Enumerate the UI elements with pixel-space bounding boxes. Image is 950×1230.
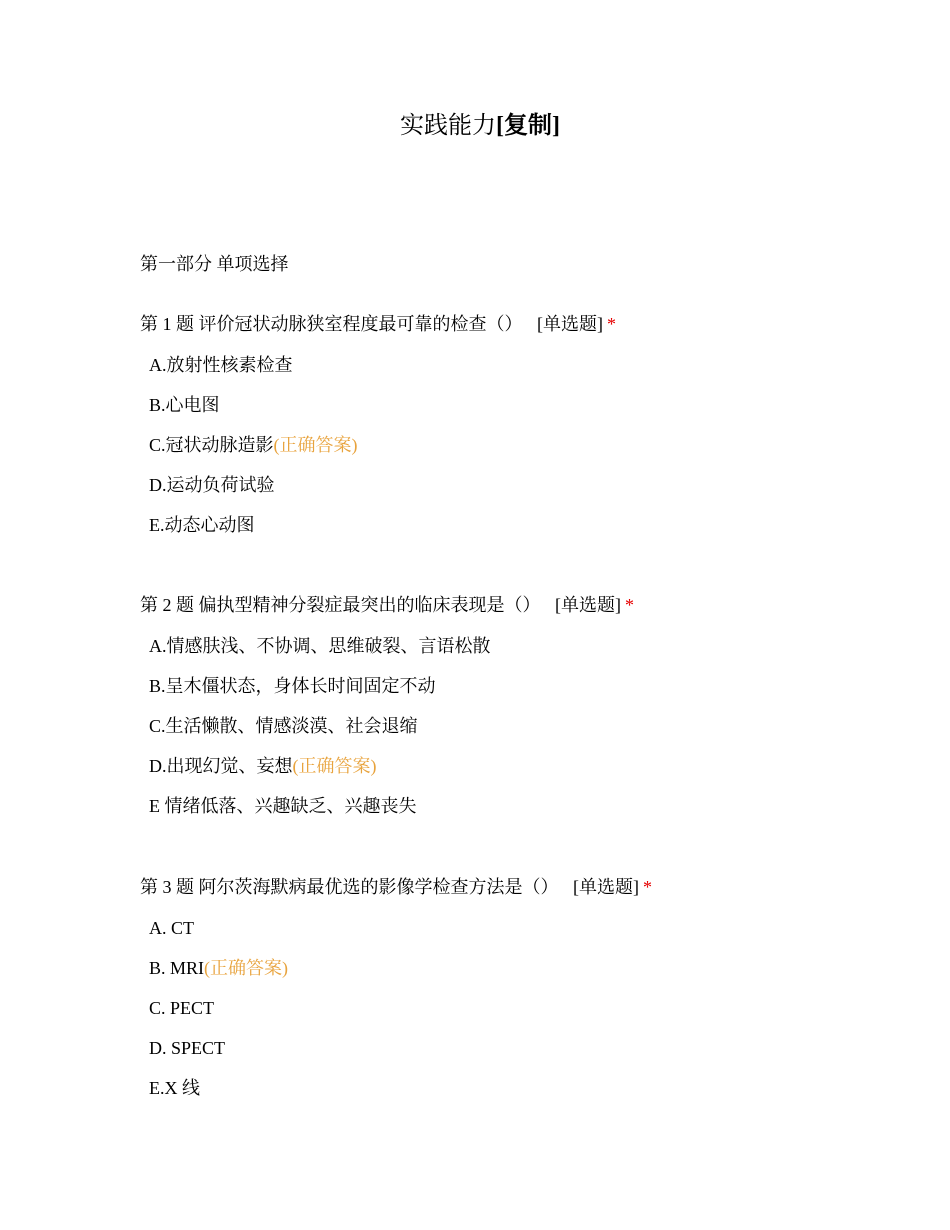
question-number: 第 3 题 [140, 877, 194, 897]
option-label: B. MRI [149, 958, 205, 978]
option-e[interactable] [149, 1075, 900, 1115]
required-mark: * [625, 595, 634, 615]
option-a[interactable] [149, 352, 900, 392]
option-label: E 情绪低落、兴趣缺乏、兴趣丧失 [149, 796, 417, 816]
option-e[interactable] [149, 793, 900, 833]
page-title-main: 实践能力 [400, 113, 496, 139]
question-2 [140, 592, 900, 833]
question-text: 评价冠状动脉狭室程度最可靠的检查（） [198, 314, 523, 334]
option-d[interactable] [149, 1035, 900, 1075]
option-label: E.动态心动图 [149, 515, 255, 535]
option-c[interactable] [149, 713, 900, 753]
option-label: D.出现幻觉、妄想 [149, 756, 293, 776]
question-type: [单选题] [555, 595, 621, 615]
option-d[interactable] [149, 472, 900, 512]
option-e[interactable] [149, 512, 900, 552]
option-list [140, 633, 900, 833]
option-c[interactable] [149, 432, 900, 472]
option-label: C.生活懒散、情感淡漠、社会退缩 [149, 716, 418, 736]
option-d[interactable] [149, 753, 900, 793]
question-text: 阿尔茨海默病最优选的影像学检查方法是（） [198, 877, 559, 897]
option-label: B.心电图 [149, 395, 220, 415]
question-header [140, 311, 900, 337]
correct-answer-tag: (正确答案) [292, 756, 377, 776]
question-3 [140, 874, 900, 1115]
option-label: A. CT [149, 918, 194, 938]
option-label: D. SPECT [149, 1038, 226, 1058]
question-number: 第 2 题 [140, 595, 194, 615]
page-title-bracket: [复制] [496, 113, 560, 139]
question-number: 第 1 题 [140, 314, 194, 334]
option-list [140, 352, 900, 552]
option-c[interactable] [149, 995, 900, 1035]
page-title [0, 110, 950, 142]
option-b[interactable] [149, 673, 900, 713]
question-header [140, 874, 900, 900]
option-label: B.呈木僵状态，身体长时间固定不动 [149, 676, 436, 696]
option-label: C.冠状动脉造影 [149, 435, 274, 455]
required-mark: * [643, 877, 652, 897]
question-text: 偏执型精神分裂症最突出的临床表现是（） [198, 595, 541, 615]
option-label: A.放射性核素检查 [149, 355, 293, 375]
question-header [140, 592, 900, 618]
option-label: A.情感肤浅、不协调、思维破裂、言语松散 [149, 636, 491, 656]
question-1 [140, 311, 900, 552]
option-b[interactable] [149, 392, 900, 432]
required-mark: * [607, 314, 616, 334]
option-b[interactable] [149, 955, 900, 995]
option-label: C. PECT [149, 998, 215, 1018]
option-label: D.运动负荷试验 [149, 475, 275, 495]
section-title: 第一部分 单项选择 [140, 254, 289, 274]
correct-answer-tag: (正确答案) [204, 958, 289, 978]
question-type: [单选题] [573, 877, 639, 897]
option-a[interactable] [149, 633, 900, 673]
question-type: [单选题] [537, 314, 603, 334]
option-list [140, 915, 900, 1115]
correct-answer-tag: (正确答案) [273, 435, 358, 455]
option-a[interactable] [149, 915, 900, 955]
option-label: E.X 线 [149, 1078, 200, 1098]
